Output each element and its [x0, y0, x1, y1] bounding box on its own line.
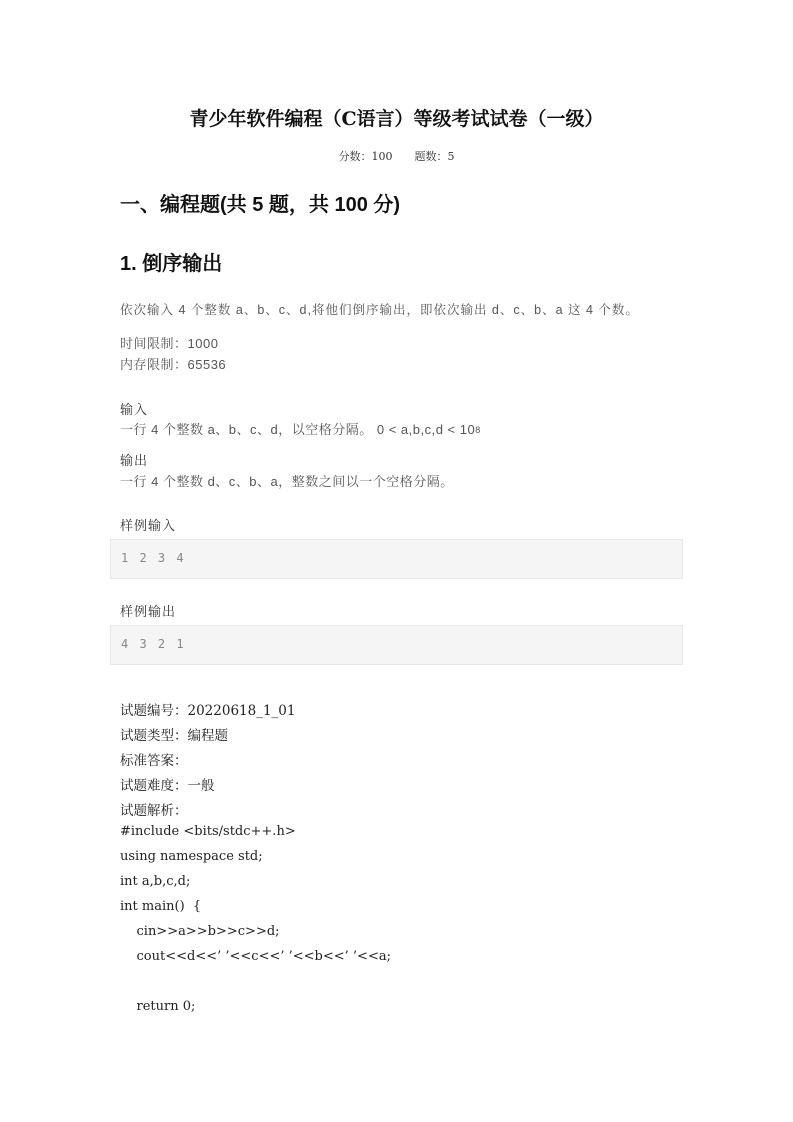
input-label: 输入	[120, 402, 149, 417]
code-line: cout<<d<<’ ’<<c<<’ ’<<b<<’ ’<<a;	[120, 949, 391, 964]
question-difficulty: 试题难度：一般	[120, 778, 215, 794]
question-type: 试题类型：编程题	[120, 728, 228, 744]
sample-output-box	[110, 625, 683, 665]
score-label: 分数：100	[338, 150, 393, 163]
question-id: 试题编号：20220618_1_01	[120, 703, 296, 719]
time-limit: 时间限制：1000	[120, 336, 219, 351]
document-title: 青少年软件编程（C语言）等级考试试卷（一级）	[189, 108, 604, 130]
exponent: 8	[475, 425, 481, 435]
memory-limit: 内存限制：65536	[120, 357, 227, 372]
code-line: int main() {	[120, 899, 202, 914]
code-line: cin>>a>>b>>c>>d;	[120, 924, 280, 939]
code-line: #include <bits/stdc++.h>	[120, 824, 296, 839]
input-description	[120, 419, 481, 438]
sample-input-value: 1 2 3 4	[121, 551, 186, 565]
question-heading: 1. 倒序输出	[120, 253, 223, 275]
sample-output-label: 样例输出	[120, 604, 177, 619]
sample-output-value: 4 3 2 1	[121, 637, 186, 651]
standard-answer: 标准答案：	[120, 753, 188, 769]
section-heading: 一、编程题(共 5 题，共 100 分)	[120, 194, 401, 216]
output-label: 输出	[120, 453, 149, 468]
code-line: int a,b,c,d;	[120, 874, 191, 889]
input-description-text: 一行 4 个整数 a、b、c、d，以空格分隔。 0 < a,b,c,d < 10	[120, 422, 476, 437]
exam-meta	[0, 148, 793, 164]
output-description: 一行 4 个整数 d、c、b、a，整数之间以一个空格分隔。	[120, 474, 454, 489]
sample-input-box	[110, 539, 683, 579]
question-description: 依次输入 4 个整数 a、b、c、d,将他们倒序输出，即依次输出 d、c、b、a 这 4 个数。	[120, 303, 639, 317]
question-count-label: 题数：5	[414, 150, 455, 163]
question-analysis: 试题解析：	[120, 803, 188, 819]
sample-input-label: 样例输入	[120, 518, 177, 533]
code-line: return 0;	[120, 999, 196, 1014]
code-line: using namespace std;	[120, 849, 263, 864]
